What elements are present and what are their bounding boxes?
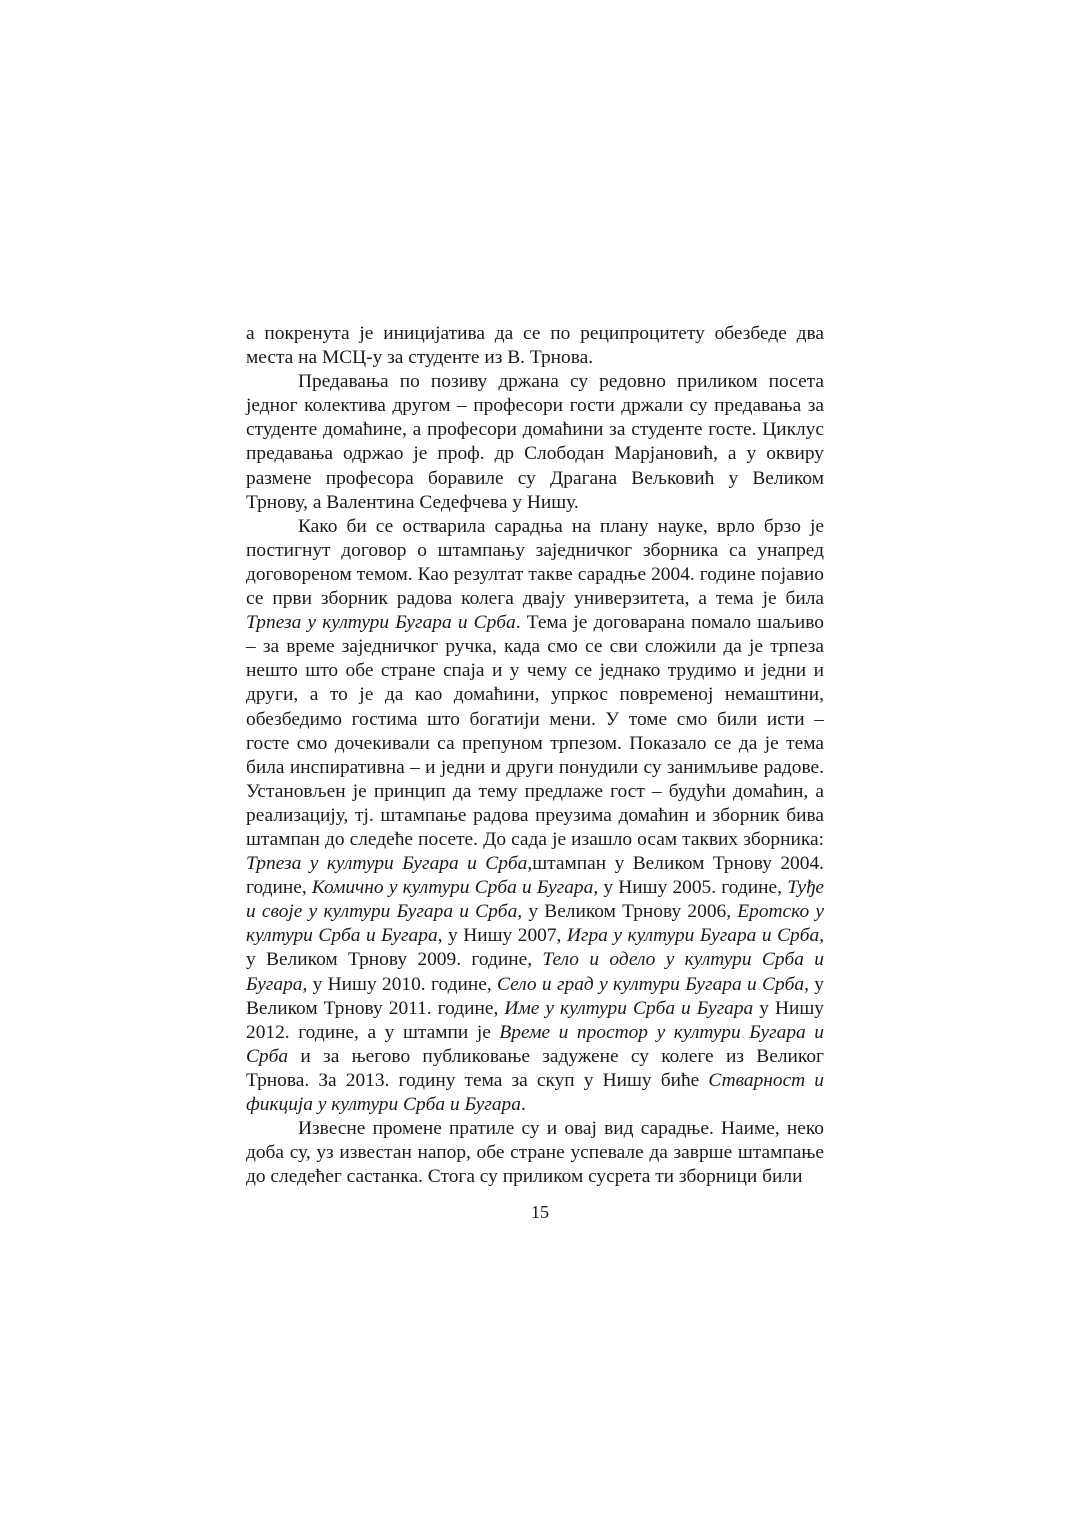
text-segment: , у Нишу 2007,: [437, 925, 567, 947]
text-segment: у Нишу 2012. године, а у штампи је: [246, 997, 824, 1043]
paragraph-2: [246, 370, 824, 515]
book-title-italic: Трпеза у култури Бугара и Срба: [246, 612, 516, 634]
text-segment: у Великом Трнову 2009. године,: [246, 949, 543, 971]
text-segment: и за његово публиковање задужене су колеге из Великог Трнова. За 2013. годину тема за скуп у Нишу биће: [246, 1045, 824, 1091]
text-segment: Извесне промене пратиле су и овај вид сарадње. Наиме, неко доба су, уз известан напор, обе стране успевале да заврше штампање до следећег састанка. Стога су приликом сусрета ти зборници били: [246, 1118, 824, 1188]
book-title-italic: Комично у култури Срба и Бугара,: [311, 877, 599, 899]
text-segment: .: [520, 1094, 526, 1115]
book-title-italic: Тело и одело у култури Срба и Бугара,: [246, 949, 824, 995]
text-segment: а покренута је иницијатива да се по реципроцитету обезбеде два места на МСЦ-у за студенте из В. Трнова.: [246, 323, 824, 369]
book-title-italic: Еротско у култури Срба и Бугара: [246, 901, 825, 947]
text-segment: у Великом Трнову 2006,: [522, 901, 738, 923]
text-segment: . Тема је договарана помало шаљиво – за време заједничког ручка, када смо се сви сложили да је трпеза нешто што обе стране спаја и у чему се једнако трудимо и једни и други, а то је да као домаћини, упркос повременој немаштини, обезбедимо гостима што богатији мени. У томе смо били исти – госте смо дочекивали са препуном трпезом. Показало се да је тема била инспиративна – и једни и други понудили су занимљиве радове. Установљен је принцип да тему предлаже гост – будући домаћин, а реализацију, тј. штампање радова преузима домаћин и зборник бива штампан до следеће посете. До сада је изашло осам таквих зборника:: [246, 612, 824, 850]
book-title-italic: Трпеза у култури Бугара и Срба,: [246, 853, 533, 875]
page-number: 15: [531, 1202, 549, 1222]
book-title-italic: Време и простор у култури Бугара и Срба: [246, 1021, 824, 1067]
paragraph-1: [246, 322, 824, 370]
book-title-italic: Име у култури Срба и Бугара: [504, 997, 754, 1019]
text-segment: Како би се остварила сарадња на плану науке, врло брзо је постигнут договор о штампању заједничког зборника са унапред договореном темом. Као резултат такве сарадње 2004. године појавио се први зборник радова колега двају универзитета, а тема је била: [246, 515, 824, 610]
text-segment: Предавања по позиву држана су редовно приликом посета једног колектива другом – професори гости држали су предавања за студенте домаћине, а професори домаћини за студенте госте. Циклус предавања одржао је проф. др Слободан Марјановић, а у оквиру размене професора боравиле су Драгана Вељковић у Великом Трнову, а Валентина Седефчева у Нишу.: [246, 371, 824, 513]
book-title-italic: Игра у култури Бугара и Срба,: [566, 925, 824, 947]
paragraph-4: [246, 1117, 824, 1189]
book-title-italic: Стварност и фикција у култури Срба и Бугара: [246, 1069, 824, 1115]
text-segment: , у Великом Трнову 2011. године,: [246, 973, 825, 1019]
book-title-italic: Туђе и своје у култури Бугара и Срба,: [246, 877, 825, 923]
text-segment: у Нишу 2010. године,: [307, 973, 498, 995]
text-segment: у Нишу 2005. године,: [598, 877, 788, 899]
body-text: [246, 322, 824, 1189]
book-title-italic: Село и град у култури Бугара и Срба: [497, 973, 805, 995]
text-segment: штампан у Великом Трнову 2004. године,: [246, 853, 824, 899]
paragraph-3: [246, 515, 824, 1117]
